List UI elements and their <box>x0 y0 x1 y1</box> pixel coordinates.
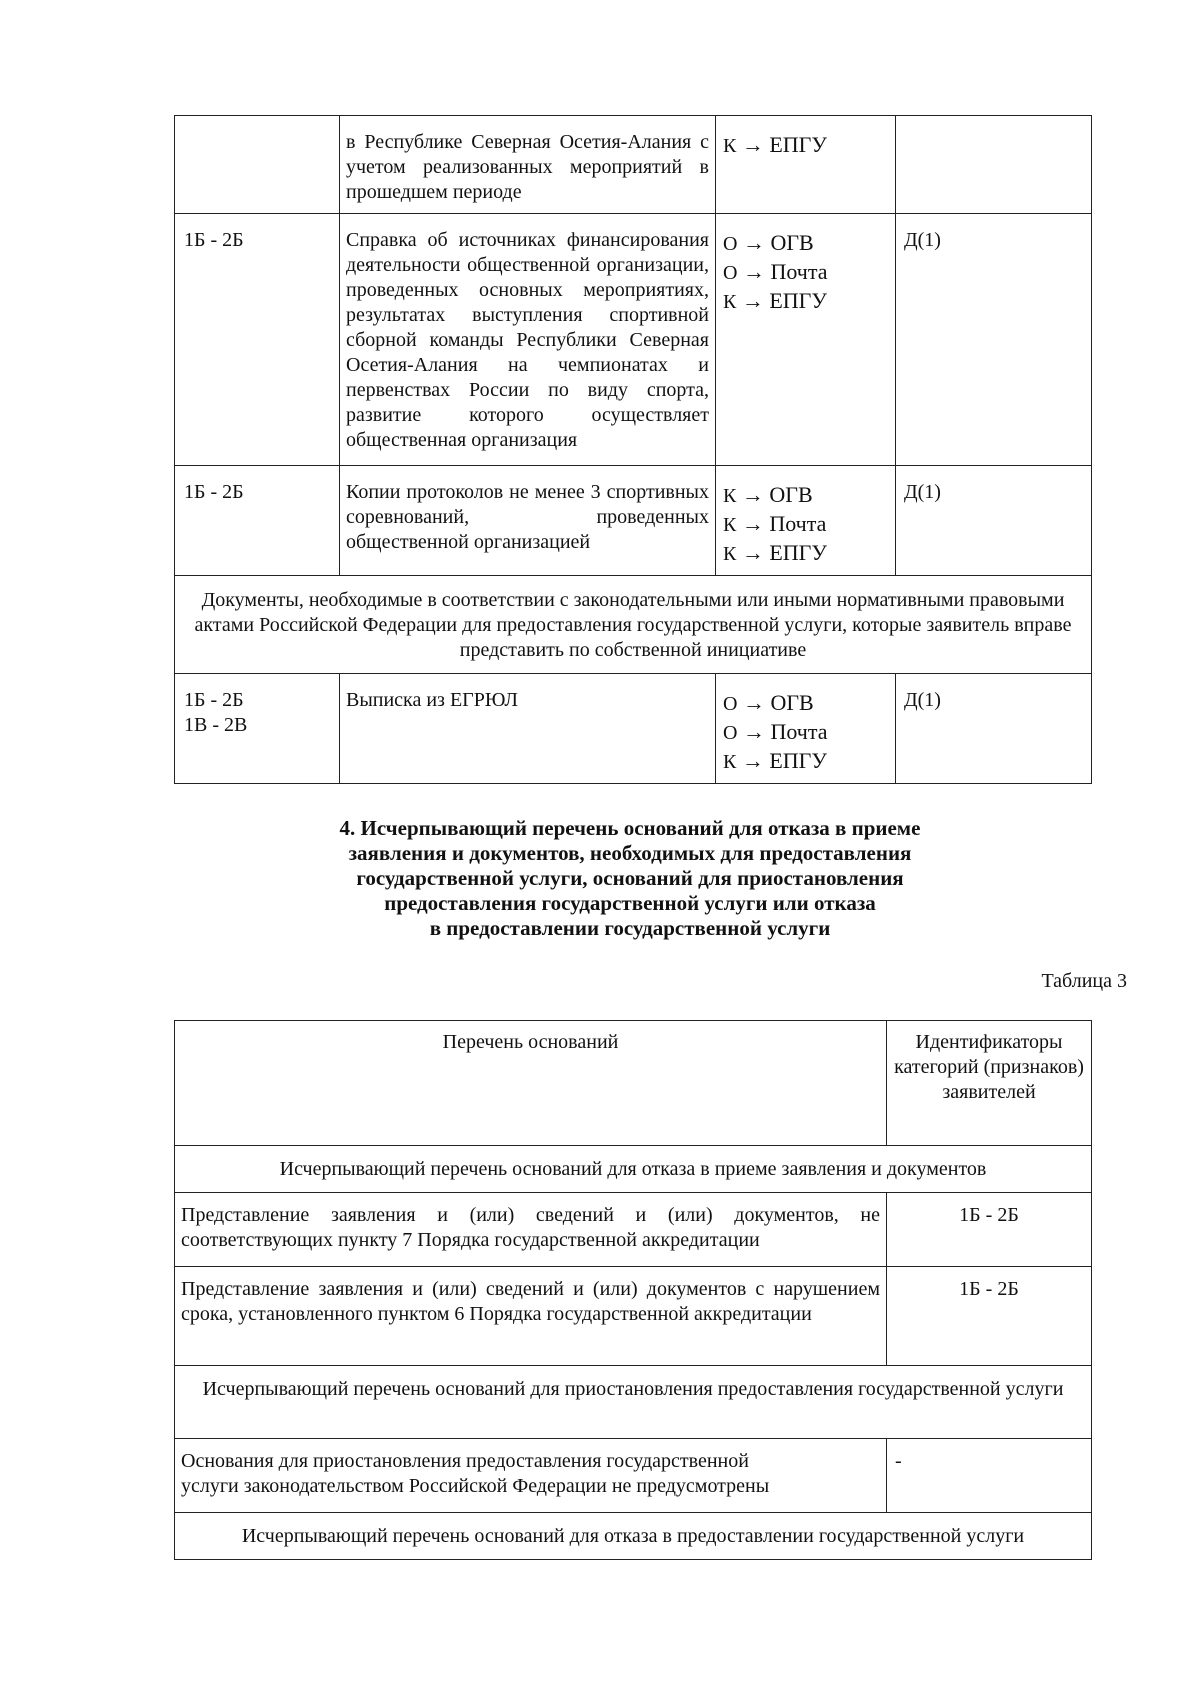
note-cell: Д(1) <box>896 466 1092 576</box>
arrow-icon: → <box>741 748 764 773</box>
reason-cell: Основания для приостановления предоставления государственной услуги законодательством Российской Федерации не предусмотрены <box>175 1439 887 1513</box>
arrow-icon: → <box>742 259 765 284</box>
document-description: Выписка из ЕГРЮЛ <box>340 674 716 784</box>
table-row <box>175 116 1092 214</box>
arrow-icon: → <box>741 288 764 313</box>
table-row <box>175 1267 1092 1366</box>
document-description: в Республике Северная Осетия-Алания с учетом реализованных мероприятий в прошедшем периоде <box>340 116 716 214</box>
section-title: Исчерпывающий перечень оснований для отказа в предоставлении государственной услуги <box>175 1513 1092 1560</box>
header-reasons: Перечень оснований <box>175 1021 887 1146</box>
identifier-cell: 1Б - 2Б <box>887 1193 1092 1267</box>
section-row <box>175 1146 1092 1193</box>
arrow-icon: → <box>742 690 765 715</box>
route-line: К → ОГВ <box>723 482 813 507</box>
arrow-icon: → <box>741 511 764 536</box>
reason-cell: Представление заявления и (или) сведений и (или) документов, не соответствующих пункту 7 Порядка государственной аккредитации <box>175 1193 887 1267</box>
section-row <box>175 1366 1092 1439</box>
section-title: Исчерпывающий перечень оснований для приостановления предоставления государственной услуги <box>175 1366 1092 1439</box>
section-row <box>175 1513 1092 1560</box>
submission-routes <box>716 214 896 466</box>
documents-table <box>174 115 1092 784</box>
route-line: К → ЕПГУ <box>723 132 827 157</box>
route-line: К → ЕПГУ <box>723 748 827 773</box>
route-line: К → Почта <box>723 511 827 536</box>
section-title: Исчерпывающий перечень оснований для отказа в приеме заявления и документов <box>175 1146 1092 1193</box>
arrow-icon: → <box>741 540 764 565</box>
route-line: О → Почта <box>723 259 828 284</box>
refusal-grounds-table <box>174 1020 1092 1560</box>
applicant-id-cell: 1Б - 2Б <box>175 214 340 466</box>
document-description: Копии протоколов не менее 3 спортивных соревнований, проведенных общественной организацией <box>340 466 716 576</box>
reason-cell: Представление заявления и (или) сведений и (или) документов с нарушением срока, установленного пунктом 6 Порядка государственной аккредитации <box>175 1267 887 1366</box>
note-cell: Д(1) <box>896 214 1092 466</box>
note-cell: Д(1) <box>896 674 1092 784</box>
table-row <box>175 466 1092 576</box>
applicant-id-cell: 1Б - 2Б 1В - 2В <box>175 674 340 784</box>
document-description: Справка об источниках финансирования деятельности общественной организации, проведенных основных мероприятиях, результатах выступления спортивной сборной команды Республики Северная Осетия-Алания на чемпионатах и первенствах России по виду спорта, развитие которого осуществляет общественная организация <box>340 214 716 466</box>
route-line: О → ОГВ <box>723 690 814 715</box>
identifier-cell: - <box>887 1439 1092 1513</box>
applicant-id-cell: 1Б - 2Б <box>175 466 340 576</box>
header-identifiers: Идентификаторы категорий (признаков) заявителей <box>887 1021 1092 1146</box>
note-cell <box>896 116 1092 214</box>
submission-routes <box>716 116 896 214</box>
table-row <box>175 214 1092 466</box>
table-row <box>175 1193 1092 1267</box>
route-line: К → ЕПГУ <box>723 288 827 313</box>
route-line: О → Почта <box>723 719 828 744</box>
arrow-icon: → <box>742 230 765 255</box>
applicant-id-cell <box>175 116 340 214</box>
route-line: К → ЕПГУ <box>723 540 827 565</box>
arrow-icon: → <box>741 482 764 507</box>
identifier-cell: 1Б - 2Б <box>887 1267 1092 1366</box>
submission-routes <box>716 674 896 784</box>
table-row <box>175 674 1092 784</box>
section-heading: 4. Исчерпывающий перечень оснований для отказа в приеме заявления и документов, необходимых для предоставления государственной услуги, оснований для приостановления предоставления государственной услуги или отказа в предоставлении государственной услуги <box>339 816 921 940</box>
arrow-icon: → <box>741 132 764 157</box>
table-row <box>175 1439 1092 1513</box>
section-banner: Документы, необходимые в соответствии с законодательными или иными нормативными правовыми актами Российской Федерации для предоставления государственной услуги, которые заявитель вправе представить по собственной инициативе <box>175 576 1092 674</box>
route-line: О → ОГВ <box>723 230 814 255</box>
submission-routes <box>716 466 896 576</box>
table-header-row <box>175 1021 1092 1146</box>
section-banner-row <box>175 576 1092 674</box>
arrow-icon: → <box>742 719 765 744</box>
table-label: Таблица 3 <box>1041 970 1127 992</box>
